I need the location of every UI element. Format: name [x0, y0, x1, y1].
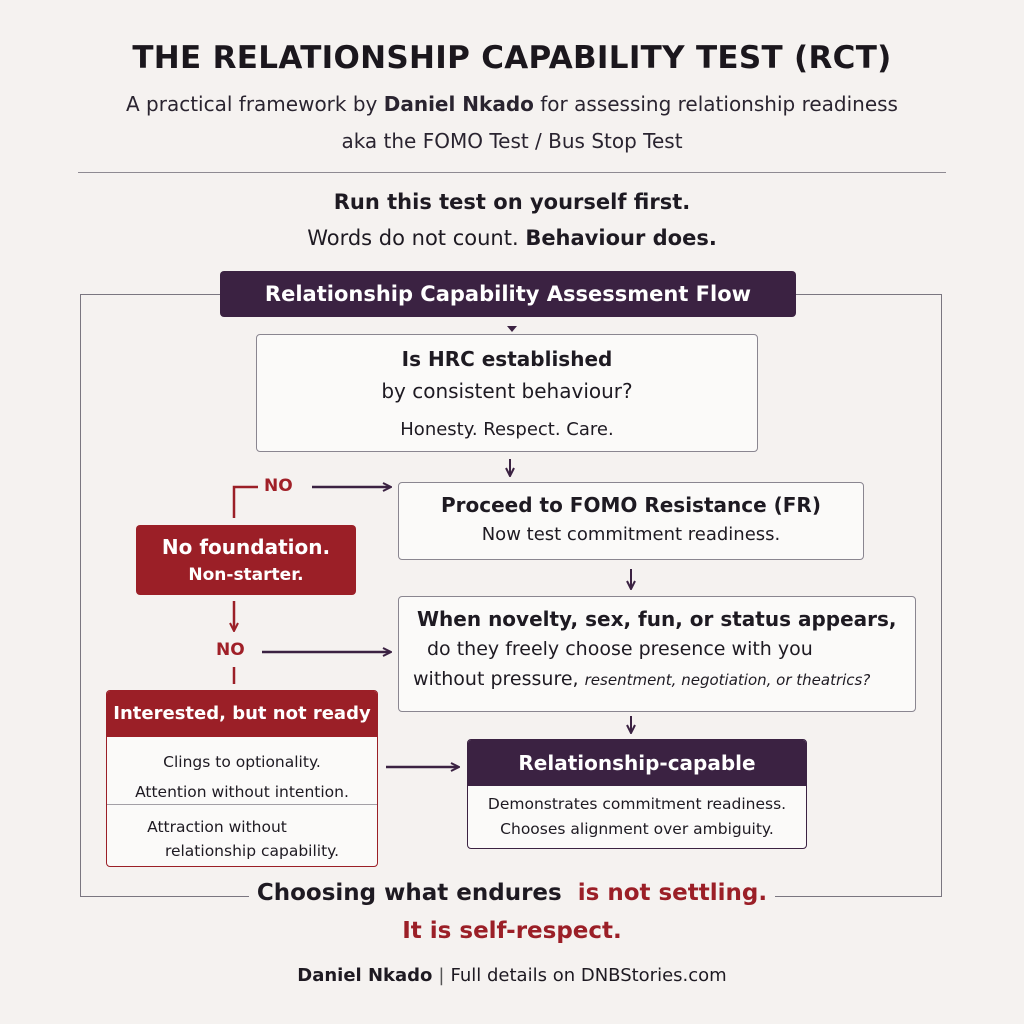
fomo-line-3 — [413, 668, 870, 690]
closing-line-2: It is self-respect. — [402, 918, 622, 944]
intro-line-1: Run this test on yourself first. — [333, 190, 691, 214]
subtitle-author: Daniel Nkado — [383, 92, 534, 116]
flow-title: Relationship Capability Assessment Flow — [220, 271, 796, 317]
not-ready-box — [106, 690, 378, 867]
not-ready-traits — [107, 747, 377, 807]
closing-line-1-plain: Choosing what endures — [249, 880, 578, 906]
intro-line-2-bold: Behaviour does. — [525, 226, 717, 250]
fr-title: Proceed to FOMO Resistance (FR) — [441, 493, 821, 517]
hrc-detail: Honesty. Respect. Care. — [400, 419, 614, 440]
no-bracket-top — [234, 487, 258, 518]
page-title: THE RELATIONSHIP CAPABILITY TEST (RCT) — [132, 40, 892, 76]
not-ready-line-1: Clings to optionality. — [163, 753, 321, 771]
footer-details: Full details on DNBStories.com — [450, 965, 727, 986]
capable-traits — [468, 792, 806, 842]
fomo-line-3-italic: resentment, negotiation, or theatrics? — [584, 671, 871, 689]
hrc-question-box — [256, 334, 758, 452]
not-ready-title: Interested, but not ready — [107, 691, 377, 737]
fomo-line-2: do they freely choose presence with you — [427, 638, 813, 660]
relationship-capable-box — [467, 739, 807, 849]
fomo-line-3-plain: without pressure, — [413, 668, 585, 690]
not-ready-line-3: Attraction without — [147, 818, 287, 836]
no-label-2: NO — [212, 640, 249, 660]
footer-separator: | — [438, 965, 445, 986]
intro-line-2-plain: Words do not count. — [307, 226, 526, 250]
fomo-resistance-box — [398, 482, 864, 560]
no-foundation-title: No foundation. — [161, 535, 331, 559]
no-label-1: NO — [260, 476, 297, 496]
fomo-line-1: When novelty, sex, fun, or status appears, — [417, 607, 897, 631]
footer-author: Daniel Nkado — [297, 965, 433, 986]
fomo-question-box — [398, 596, 916, 712]
not-ready-line-2: Attention without intention. — [135, 783, 349, 801]
not-ready-summary — [107, 815, 377, 863]
no-foundation-box — [136, 525, 356, 595]
fr-subtitle: Now test commitment readiness. — [481, 524, 781, 545]
subtitle-prefix: A practical framework by — [126, 92, 384, 116]
capable-line-2: Chooses alignment over ambiguity. — [500, 820, 774, 838]
closing-line-1 — [0, 880, 1024, 906]
not-ready-divider — [107, 804, 377, 805]
subtitle-suffix: for assessing relationship readiness — [533, 92, 898, 116]
footer — [0, 965, 1024, 986]
hrc-question: by consistent behaviour? — [381, 379, 633, 403]
closing-line-1-red: is not settling. — [578, 880, 775, 906]
hrc-question-bold: Is HRC established — [401, 347, 613, 371]
arrow-title-to-hrc — [507, 326, 517, 332]
capable-line-1: Demonstrates commitment readiness. — [487, 795, 787, 813]
aka-line: aka the FOMO Test / Bus Stop Test — [341, 129, 683, 153]
no-foundation-subtitle: Non-starter. — [188, 565, 304, 585]
capable-title: Relationship-capable — [468, 740, 806, 786]
not-ready-line-4: relationship capability. — [164, 842, 340, 860]
